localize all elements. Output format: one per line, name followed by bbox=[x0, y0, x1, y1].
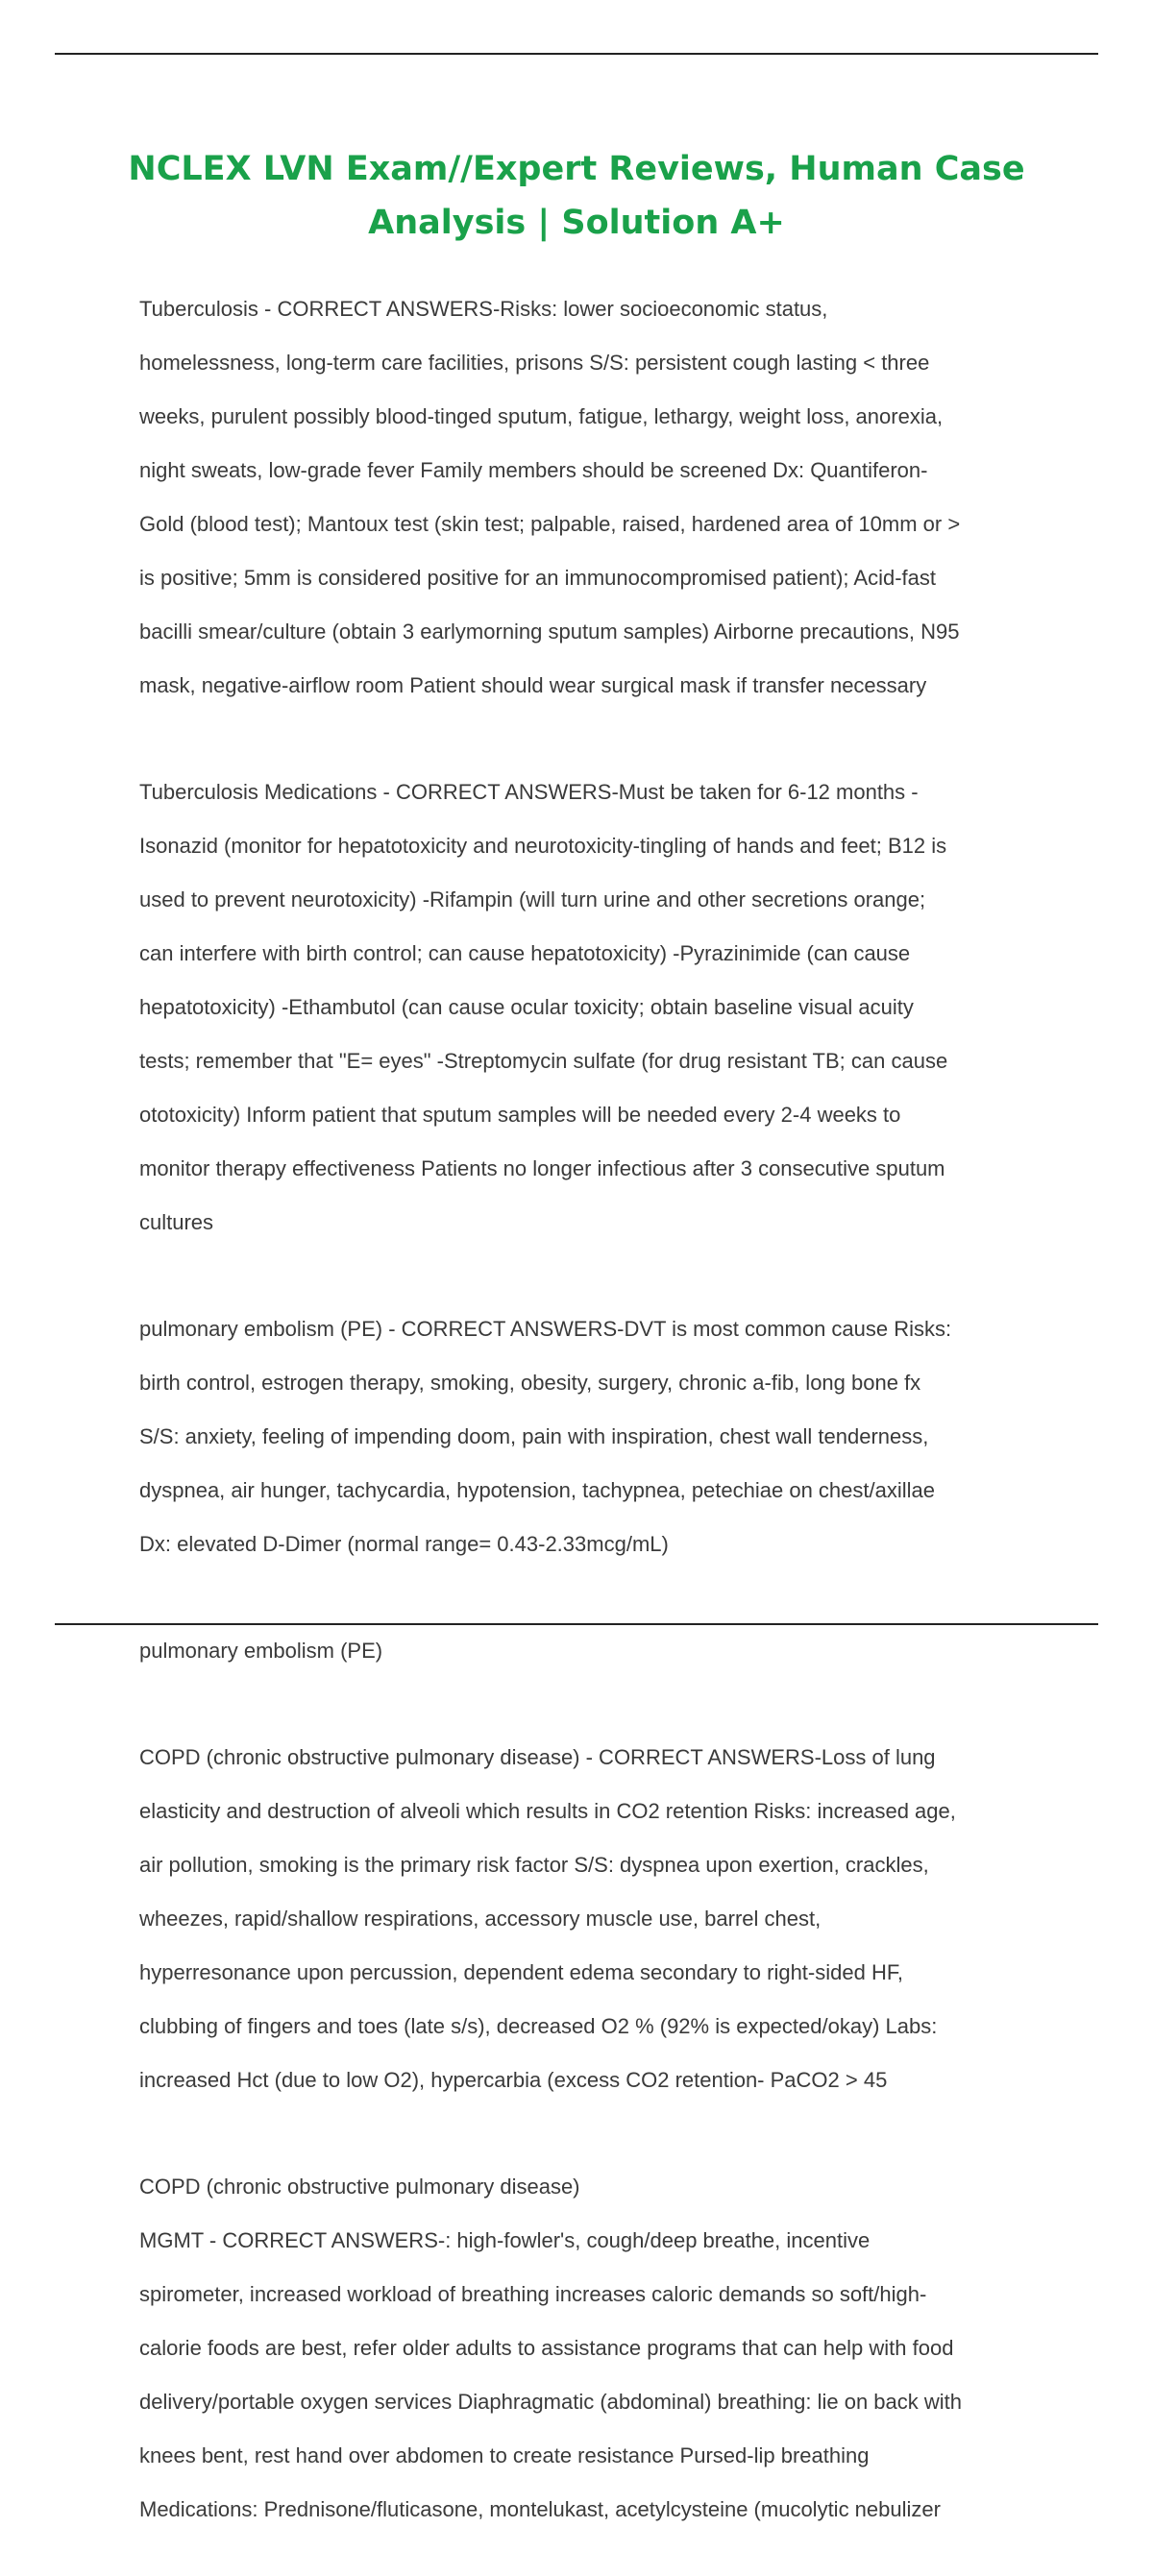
entry-line: MGMT - CORRECT ANSWERS-: high-fowler's, cough/deep breathe, incentive bbox=[139, 2228, 871, 2252]
entry-line: dyspnea, air hunger, tachycardia, hypotension, tachypnea, petechiae on chest/axillae bbox=[139, 1478, 935, 1502]
entry-line: hepatotoxicity) -Ethambutol (can cause ocular toxicity; obtain baseline visual acuity bbox=[139, 995, 914, 1019]
entry-tuberculosis-medications bbox=[139, 752, 1047, 1263]
entry-pulmonary-embolism bbox=[139, 1289, 1047, 1585]
entry-line: homelessness, long-term care facilities, prisons S/S: persistent cough lasting < three bbox=[139, 351, 930, 375]
footer-rule bbox=[55, 1623, 1098, 1625]
entry-line: is positive; 5mm is considered positive for an immunocompromised patient); Acid-fast bbox=[139, 566, 937, 590]
entry-line: ototoxicity) Inform patient that sputum samples will be needed every 2-4 weeks to bbox=[139, 1103, 901, 1127]
entry-line: delivery/portable oxygen services Diaphragmatic (abdominal) breathing: lie on back with bbox=[139, 2390, 962, 2414]
entry-line: increased Hct (due to low O2), hypercarbia (excess CO2 retention- PaCO2 > 45 bbox=[139, 2068, 888, 2092]
entry-line: Tuberculosis Medications - CORRECT ANSWERS-Must be taken for 6-12 months - bbox=[139, 780, 919, 804]
entry-line: Gold (blood test); Mantoux test (skin test; palpable, raised, hardened area of 10mm or > bbox=[139, 512, 961, 536]
document-title bbox=[115, 142, 1038, 250]
entry-line: used to prevent neurotoxicity) -Rifampin (will turn urine and other secretions orange; bbox=[139, 887, 926, 911]
entry-tuberculosis bbox=[139, 269, 1047, 726]
entry-line: Dx: elevated D-Dimer (normal range= 0.43-2.33mcg/mL) bbox=[139, 1532, 669, 1556]
entry-line: hyperresonance upon percussion, dependent edema secondary to right-sided HF, bbox=[139, 1960, 903, 1984]
entry-line: Isonazid (monitor for hepatotoxicity and neurotoxicity-tingling of hands and feet; B12 is bbox=[139, 834, 947, 858]
entry-line: spirometer, increased workload of breathing increases caloric demands so soft/high- bbox=[139, 2282, 927, 2306]
entry-line: Tuberculosis - CORRECT ANSWERS-Risks: lower socioeconomic status, bbox=[139, 297, 828, 321]
entry-line: wheezes, rapid/shallow respirations, accessory muscle use, barrel chest, bbox=[139, 1907, 822, 1931]
entry-line: monitor therapy effectiveness Patients no longer infectious after 3 consecutive sputum bbox=[139, 1156, 945, 1180]
entry-line: mask, negative-airflow room Patient should wear surgical mask if transfer necessary bbox=[139, 673, 927, 697]
entry-line: pulmonary embolism (PE) - CORRECT ANSWERS-DVT is most common cause Risks: bbox=[139, 1317, 952, 1341]
entry-line: cultures bbox=[139, 1210, 214, 1234]
title-line-2: Analysis | Solution A+ bbox=[368, 204, 785, 242]
entry-line: air pollution, smoking is the primary risk factor S/S: dyspnea upon exertion, crackles, bbox=[139, 1853, 929, 1877]
entry-line: calorie foods are best, refer older adults to assistance programs that can help with food bbox=[139, 2336, 954, 2360]
entry-line: clubbing of fingers and toes (late s/s), decreased O2 % (92% is expected/okay) Labs: bbox=[139, 2014, 938, 2038]
entry-line: S/S: anxiety, feeling of impending doom, pain with inspiration, chest wall tenderness, bbox=[139, 1424, 929, 1448]
entry-line: can interfere with birth control; can cause hepatotoxicity) -Pyrazinimide (can cause bbox=[139, 941, 911, 965]
document-body bbox=[139, 269, 1047, 2576]
entry-line: tests; remember that "E= eyes" -Streptomycin sulfate (for drug resistant TB; can cause bbox=[139, 1049, 948, 1073]
entry-copd-management bbox=[139, 2147, 1047, 2550]
entry-line: pulmonary embolism (PE) bbox=[139, 1639, 383, 1663]
entry-line: weeks, purulent possibly blood-tinged sputum, fatigue, lethargy, weight loss, anorexia, bbox=[139, 404, 944, 428]
entry-copd bbox=[139, 1717, 1047, 2121]
entry-line: knees bent, rest hand over abdomen to create resistance Pursed-lip breathing bbox=[139, 2443, 870, 2467]
entry-line: elasticity and destruction of alveoli which results in CO2 retention Risks: increased age, bbox=[139, 1799, 956, 1823]
entry-line: bacilli smear/culture (obtain 3 earlymorning sputum samples) Airborne precautions, N95 bbox=[139, 620, 960, 644]
entry-line: Medications: Prednisone/fluticasone, montelukast, acetylcysteine (mucolytic nebulizer bbox=[139, 2497, 941, 2521]
title-line-1: NCLEX LVN Exam//Expert Reviews, Human Case bbox=[128, 150, 1025, 188]
entry-line: COPD (chronic obstructive pulmonary disease) bbox=[139, 2175, 580, 2199]
entry-line: birth control, estrogen therapy, smoking, obesity, surgery, chronic a-fib, long bone fx bbox=[139, 1371, 921, 1395]
header-rule bbox=[55, 53, 1098, 55]
entry-line: COPD (chronic obstructive pulmonary disease) - CORRECT ANSWERS-Loss of lung bbox=[139, 1745, 936, 1769]
entry-line: night sweats, low-grade fever Family members should be screened Dx: Quantiferon- bbox=[139, 458, 928, 482]
